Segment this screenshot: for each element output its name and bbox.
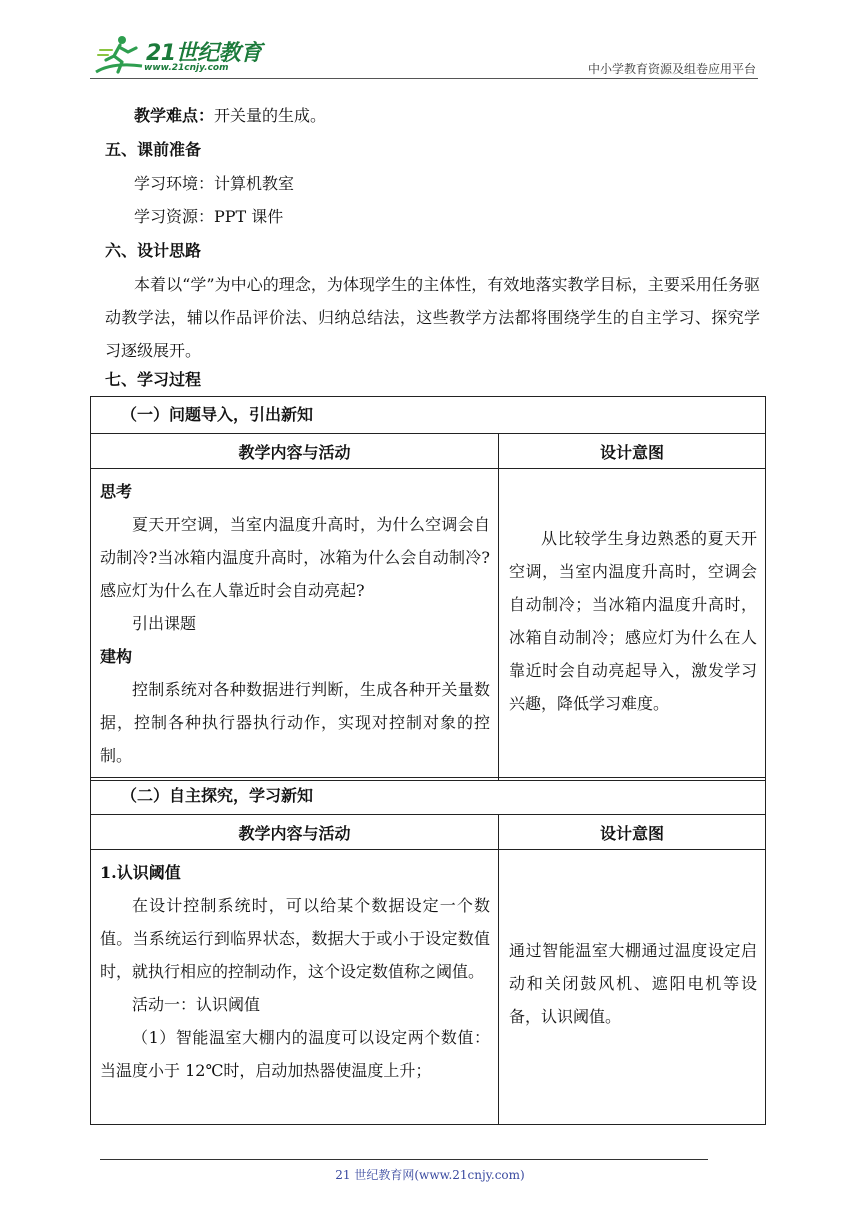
table2-col-content: 教学内容与活动 (91, 815, 499, 850)
table1-col-intent: 设计意图 (499, 434, 766, 469)
build-text: 控制系统对各种数据进行判断，生成各种开关量数据，控制各种执行器执行动作，实现对控制对象的控制。 (100, 680, 490, 765)
process-table-1 (90, 396, 766, 781)
think-label: 思考 (100, 482, 133, 501)
page-header (90, 30, 758, 80)
runner-logo-icon (92, 32, 148, 78)
table1-intent-text: 从比较学生身边熟悉的夏天开空调，当室内温度升高时，空调会自动制冷；当冰箱内温度升高时，冰箱自动制冷；感应灯为什么在人靠近时会自动亮起导入，激发学习兴趣，降低学习难度。 (509, 528, 758, 713)
threshold-definition: 在设计控制系统时，可以给某个数据设定一个数值。当系统运行到临界状态，数据大于或小于设定数值时，就执行相应的控制动作，这个设定数值称之阈值。 (100, 896, 490, 981)
lead-in-text: 引出课题 (132, 614, 197, 633)
think-text: 夏天开空调，当室内温度升高时，为什么空调会自动制冷?当冰箱内温度升高时，冰箱为什么会自动制冷?感应灯为什么在人靠近时会自动亮起? (100, 515, 490, 600)
difficulty-label: 教学难点： (134, 106, 215, 125)
footer-divider (100, 1159, 708, 1160)
table2-intent-text: 通过智能温室大棚通过温度设定启动和关闭鼓风机、遮阳电机等设备，认识阈值。 (509, 940, 758, 1026)
site-logo (92, 30, 262, 78)
activity-text: （1）智能温室大棚内的温度可以设定两个数值：当温度小于 12℃时，启动加热器使温度上升； (100, 1028, 490, 1080)
table2-intent-cell (499, 850, 766, 1125)
header-platform-text: 中小学教育资源及组卷应用平台 (587, 62, 756, 76)
activity-title: 活动一：认识阈值 (132, 995, 261, 1014)
build-label: 建构 (100, 647, 133, 666)
difficulty-text: 开关量的生成。 (214, 106, 327, 125)
process-table-2 (90, 777, 766, 1125)
logo-url: www.21cnjy.com (144, 63, 229, 73)
section5-title: 五、课前准备 (105, 140, 202, 159)
table1-col-content: 教学内容与活动 (91, 434, 499, 469)
section6-title: 六、设计思路 (105, 241, 202, 260)
section7-title: 七、学习过程 (105, 370, 202, 389)
logo-text: 21世纪教育 (146, 41, 262, 66)
learning-resources: 学习资源：PPT 课件 (134, 207, 284, 226)
learning-environment: 学习环境：计算机教室 (134, 174, 295, 193)
table1-content-cell (91, 469, 499, 781)
header-divider (90, 78, 758, 79)
table1-section-title: （一）问题导入，引出新知 (91, 397, 766, 434)
footer-text: 21 世纪教育网(www.21cnjy.com) (335, 1168, 525, 1182)
difficulty-line (134, 106, 326, 126)
table1-intent-cell (499, 469, 766, 781)
design-idea-paragraph: 本着以“学”为中心的理念，为体现学生的主体性，有效地落实教学目标，主要采用任务驱动教学法，辅以作品评价法、归纳总结法，这些教学方法都将围绕学生的自主学习、探究学习逐级展开。 (105, 275, 760, 360)
table2-col-intent: 设计意图 (499, 815, 766, 850)
table2-content-cell (91, 850, 499, 1125)
table2-section-title: （二）自主探究，学习新知 (91, 778, 766, 815)
item-title: 1.认识阈值 (100, 863, 181, 882)
